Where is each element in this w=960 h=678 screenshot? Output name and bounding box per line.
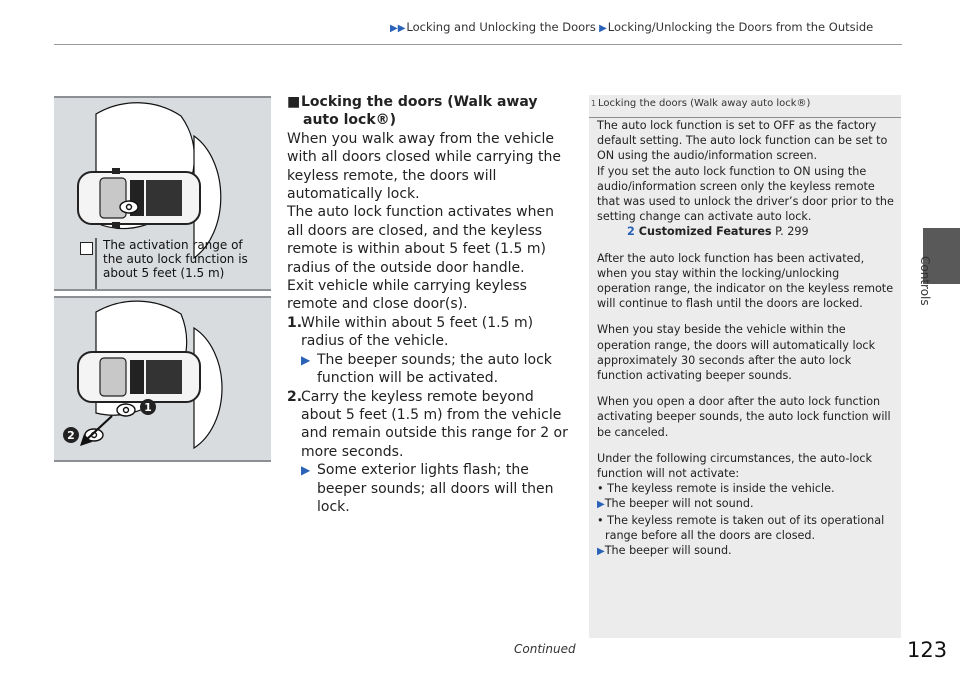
figure-activation-range: [54, 96, 271, 291]
bullet-item: • The keyless remote is inside the vehicle.: [597, 482, 835, 496]
breadcrumb: [390, 20, 873, 34]
result-arrow-icon: ▶: [301, 463, 311, 478]
callout-number: 1: [144, 401, 152, 414]
section-heading: ■Locking the doors (Walk away auto lock®): [287, 94, 538, 129]
step-result: ▶ Some exterior lights flash; the beeper sounds; all doors will then lock.: [301, 462, 554, 515]
car-icon: [78, 352, 200, 402]
breadcrumb-item[interactable]: Locking/Unlocking the Doors from the Outside: [607, 20, 874, 34]
arrow-icon: ▶: [595, 23, 607, 34]
note-body: The auto lock function is set to OFF as the factory default setting. The auto lock function can be set to ON using the audio/information screen. If you set the auto lock function to ON using the audio/information screen only the keyless remote that was used to unlock the driver’s door prior to the setting change can activate auto lock. 2 Customized Features P. 299 After the auto lock function has been activated, when you stay within the locking/unlocking operation range, the indicator on the keyless remote will continue to flash until the doors are locked. When you stay beside the vehicle within the operation range, the doors will automatically lock approximately 30 seconds after the auto lock function activating beeper sounds. When you open a door after the auto lock function activating beeper sounds, the auto lock function will be canceled. Under the following circumstances, the auto-lock function will not activate: • The keyless remote is inside the vehicle. ▶The beeper will not sound. • The keyless remote is taken out of its operational range before all the doors are closed. ▶The beeper will sound.: [597, 118, 897, 559]
header-divider: [54, 44, 902, 45]
note-title: Locking the doors (Walk away auto lock®): [598, 98, 811, 109]
section-label: Controls: [918, 256, 932, 306]
result-arrow-icon: ▶: [597, 546, 605, 558]
keyless-remote-icon: [120, 201, 138, 213]
legend-text: The activation range of the auto lock function is about 5 feet (1.5 m): [103, 238, 248, 280]
legend-swatch: [80, 242, 93, 255]
figure-walk-away: [54, 296, 271, 462]
result-arrow-icon: ▶: [301, 352, 311, 367]
bullet-item: • The keyless remote is taken out of its operational: [597, 513, 885, 527]
paragraph: Exit vehicle while carrying keyless remote and close door(s).: [287, 278, 527, 313]
note-header: [589, 95, 901, 118]
walk-away-diagram: [54, 298, 271, 460]
step-item: 1. While within about 5 feet (1.5 m) radius of the vehicle.: [287, 314, 534, 350]
paragraph: The auto lock function activates when all doors are closed, and the keyless remote is within about 5 feet (1.5 m) radius of the outside door handle.: [287, 204, 554, 276]
main-content: [287, 93, 572, 516]
continued-label: Continued: [514, 642, 576, 656]
paragraph: When you walk away from the vehicle with all doors closed while carrying the keyless remote, the doors will automatically lock.: [287, 130, 561, 203]
cross-reference-link[interactable]: 2 Customized Features P. 299: [627, 225, 809, 239]
result-arrow-icon: ▶: [597, 499, 605, 511]
arrow-icon: ▶▶: [390, 23, 406, 34]
bullet-result: ▶The beeper will not sound.: [597, 497, 754, 511]
page-number: 123: [907, 638, 948, 662]
side-note: [589, 95, 901, 638]
car-icon: [78, 168, 200, 228]
callout-2-icon: [63, 427, 79, 443]
step-item: 2. Carry the keyless remote beyond about 5 feet (1.5 m) from the vehicle and remain outside this range for 2 or more seconds.: [287, 388, 568, 460]
step-result: ▶ The beeper sounds; the auto lock function will be activated.: [301, 351, 552, 387]
reference-icon: 2: [627, 225, 635, 239]
callout-number: 2: [67, 429, 75, 442]
callout-1-icon: [140, 399, 156, 415]
bullet-result: ▶The beeper will sound.: [597, 544, 732, 558]
note-marker: 1: [591, 99, 597, 108]
breadcrumb-item[interactable]: Locking and Unlocking the Doors: [406, 20, 596, 34]
